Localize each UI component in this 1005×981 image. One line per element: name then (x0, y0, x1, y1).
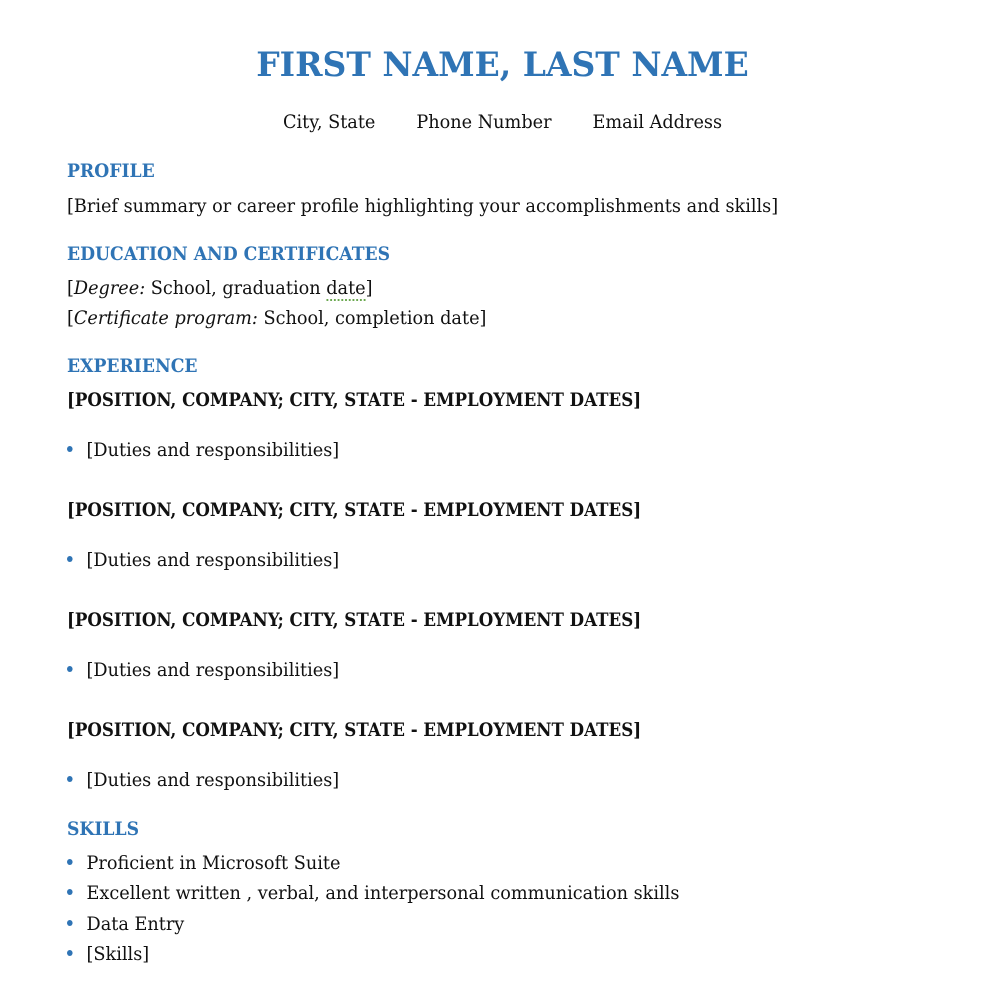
job-duty (67, 656, 339, 684)
skill-text: [Skills] (86, 943, 150, 965)
bullet-icon (67, 859, 73, 865)
skill-text: Excellent written , verbal, and interpersonal communication skills (86, 882, 680, 904)
bullet-icon (67, 446, 73, 452)
experience-heading: EXPERIENCE (67, 356, 198, 377)
job-duty-text: [Duties and responsibilities] (86, 549, 340, 571)
skill-item (67, 940, 149, 968)
education-degree-line (67, 274, 373, 302)
skills-heading: SKILLS (67, 819, 140, 840)
contact-city-state: City, State (282, 111, 376, 133)
job-duty (67, 766, 339, 794)
bullet-icon (67, 776, 73, 782)
degree-label: Degree: (73, 277, 146, 299)
job-duty-text: [Duties and responsibilities] (86, 439, 340, 461)
cert-open-bracket: [ (67, 307, 74, 329)
skill-text: Data Entry (86, 913, 185, 935)
job-title: [POSITION, COMPANY; CITY, STATE - EMPLOYMENT DATES] (67, 610, 642, 631)
job-title: [POSITION, COMPANY; CITY, STATE - EMPLOYMENT DATES] (67, 500, 642, 521)
skill-item (67, 910, 184, 938)
job-duty (67, 546, 339, 574)
resume-name: FIRST NAME, LAST NAME (256, 45, 749, 85)
bullet-icon (67, 920, 73, 926)
job-duty-text: [Duties and responsibilities] (86, 769, 340, 791)
profile-heading: PROFILE (67, 161, 155, 182)
degree-close-bracket: ] (365, 277, 373, 299)
degree-open-bracket: [ (67, 277, 74, 299)
degree-date: date (326, 277, 366, 299)
contact-line (35, 108, 970, 136)
skill-item (67, 879, 679, 907)
skill-text: Proficient in Microsoft Suite (86, 852, 341, 874)
job-duty-text: [Duties and responsibilities] (86, 659, 340, 681)
job-title: [POSITION, COMPANY; CITY, STATE - EMPLOYMENT DATES] (67, 720, 642, 741)
education-heading: EDUCATION AND CERTIFICATES (67, 244, 391, 265)
job-duty (67, 436, 339, 464)
profile-summary: [Brief summary or career profile highlighting your accomplishments and skills] (67, 195, 779, 217)
contact-email: Email Address (592, 111, 723, 133)
contact-phone: Phone Number (416, 111, 552, 133)
degree-text: School, graduation (145, 277, 327, 299)
cert-text: School, completion date] (257, 307, 487, 329)
cert-label: Certificate program: (73, 307, 258, 329)
job-title: [POSITION, COMPANY; CITY, STATE - EMPLOYMENT DATES] (67, 390, 642, 411)
bullet-icon (67, 556, 73, 562)
bullet-icon (67, 889, 73, 895)
education-certificate-line (67, 304, 486, 332)
bullet-icon (67, 950, 73, 956)
bullet-icon (67, 666, 73, 672)
skill-item (67, 849, 340, 877)
